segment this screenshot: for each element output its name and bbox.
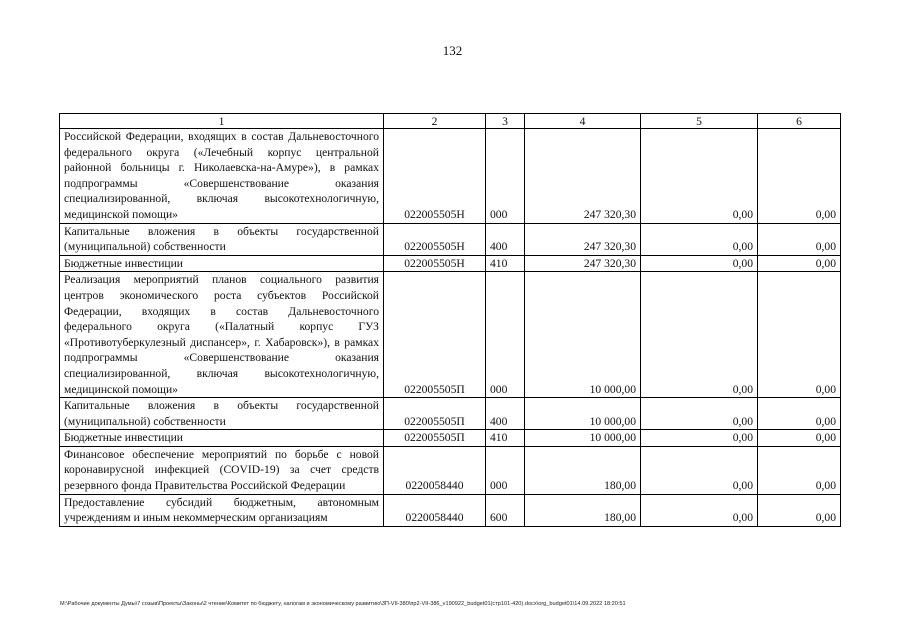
row-amount-col6: 0,00: [758, 446, 841, 494]
document-footer-path: M:\Рабочие документы Думы\7 созыв\Проекты\Законы\2 чтение\Комитет по бюджету, налогам и экономическому развитию\3П-VII-380\пр2-VII-386_v190922_budget01(стр101-420).docx\org_budget01\14.09.2022 18:20:51: [60, 601, 626, 607]
column-header: 6: [758, 114, 841, 129]
row-target-code: 022005505П: [384, 272, 486, 398]
row-expense-type: 400: [486, 398, 525, 430]
row-amount-col6: 0,00: [758, 398, 841, 430]
row-amount-col4: 180,00: [525, 494, 641, 526]
row-target-code: 022005505Н: [384, 255, 486, 272]
row-amount-col6: 0,00: [758, 272, 841, 398]
row-amount-col6: 0,00: [758, 494, 841, 526]
row-amount-col6: 0,00: [758, 223, 841, 255]
row-amount-col4: 10 000,00: [525, 430, 641, 447]
row-amount-col6: 0,00: [758, 129, 841, 224]
row-amount-col4: 247 320,30: [525, 255, 641, 272]
row-expense-type: 410: [486, 255, 525, 272]
table-row: [60, 223, 841, 255]
table-row: [60, 430, 841, 447]
row-amount-col6: 0,00: [758, 430, 841, 447]
row-expense-type: 410: [486, 430, 525, 447]
row-expense-type: 400: [486, 223, 525, 255]
row-target-code: 022005505Н: [384, 129, 486, 224]
row-name: Финансовое обеспечение мероприятий по борьбе с новой коронавирусной инфекцией (COVID-19) за счет средств резервного фонда Правительства Российской Федерации: [60, 446, 384, 494]
table-row: [60, 398, 841, 430]
row-amount-col4: 247 320,30: [525, 129, 641, 224]
row-amount-col5: 0,00: [641, 272, 758, 398]
row-target-code: 022005505П: [384, 430, 486, 447]
row-name: Бюджетные инвестиции: [60, 430, 384, 447]
row-expense-type: 600: [486, 494, 525, 526]
row-target-code: 0220058440: [384, 446, 486, 494]
row-name: Капитальные вложения в объекты государственной (муниципальной) собственности: [60, 223, 384, 255]
table-row: [60, 446, 841, 494]
table-row: [60, 255, 841, 272]
budget-table: [59, 113, 841, 527]
column-header: 1: [60, 114, 384, 129]
row-name: Российской Федерации, входящих в состав Дальневосточного федерального округа («Лечебный корпус центральной районной больницы г. Николаевска-на-Амуре»), в рамках подпрограммы «Совершенствование оказания специализированной, включая высокотехнологичную, медицинской помощи»: [60, 129, 384, 224]
row-expense-type: 000: [486, 446, 525, 494]
row-amount-col4: 10 000,00: [525, 272, 641, 398]
row-name: Бюджетные инвестиции: [60, 255, 384, 272]
row-amount-col5: 0,00: [641, 430, 758, 447]
column-header: 2: [384, 114, 486, 129]
row-amount-col4: 247 320,30: [525, 223, 641, 255]
row-amount-col5: 0,00: [641, 446, 758, 494]
table-row: [60, 129, 841, 224]
row-amount-col5: 0,00: [641, 223, 758, 255]
column-number-row: [60, 114, 841, 129]
row-amount-col5: 0,00: [641, 129, 758, 224]
column-header: 4: [525, 114, 641, 129]
column-header: 5: [641, 114, 758, 129]
row-amount-col4: 180,00: [525, 446, 641, 494]
table-row: [60, 494, 841, 526]
row-name: Предоставление субсидий бюджетным, автономным учреждениям и иным некоммерческим организациям: [60, 494, 384, 526]
row-expense-type: 000: [486, 272, 525, 398]
row-name: Капитальные вложения в объекты государственной (муниципальной) собственности: [60, 398, 384, 430]
row-expense-type: 000: [486, 129, 525, 224]
row-target-code: 022005505П: [384, 398, 486, 430]
page-number: 132: [442, 43, 463, 58]
row-amount-col5: 0,00: [641, 255, 758, 272]
column-header: 3: [486, 114, 525, 129]
row-target-code: 0220058440: [384, 494, 486, 526]
row-amount-col5: 0,00: [641, 398, 758, 430]
row-amount-col5: 0,00: [641, 494, 758, 526]
row-amount-col4: 10 000,00: [525, 398, 641, 430]
table-row: [60, 272, 841, 398]
row-name: Реализация мероприятий планов социального развития центров экономического роста субъектов Российской Федерации, входящих в состав Дальневосточного федерального округа («Палатный корпус ГУЗ «Противотуберкулезный диспансер», г. Хабаровск»), в рамках подпрограммы «Совершенствование оказания специализированной, включая высокотехнологичную, медицинской помощи»: [60, 272, 384, 398]
row-amount-col6: 0,00: [758, 255, 841, 272]
row-target-code: 022005505Н: [384, 223, 486, 255]
